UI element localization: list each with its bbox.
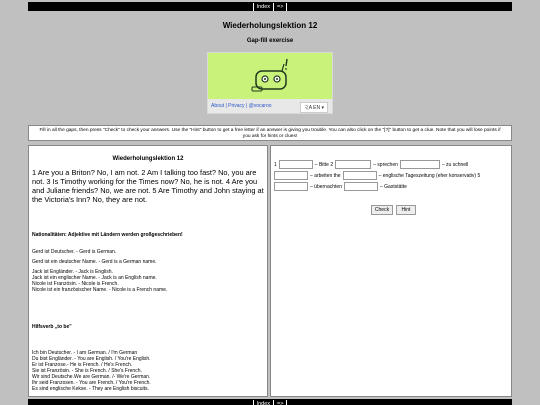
list-item: Jack ist ein englischer Name. - Jack is an English name. [32, 275, 157, 281]
gap-input-1[interactable] [279, 160, 313, 169]
bottom-nav-bar [28, 399, 512, 405]
robot-mascot-icon [208, 53, 332, 99]
section-lines [29, 350, 154, 392]
reading-panel [28, 145, 268, 397]
list-item: Gerd ist ein deutscher Name. - Gerd is a German name. [32, 259, 157, 265]
list-item: Nicole ist ein französischer Name. - Nicole is a French name. [32, 287, 168, 293]
list-item: Jack ist Engländer. - Jack is English. [32, 269, 113, 275]
section-lines [29, 249, 170, 293]
reading-text: 1 Are you a Briton? No, I am not. 2 Am I talking too fast? No, you are not. 3 Is Timothy working for the Times now? No, he is not. 4 Are you and Juliane friends? No, we are not. 5 Are Timothy and John staying at the Victoria's Inn? No, they are not. [32, 168, 264, 204]
gap-text: – Bitte 2 [314, 161, 334, 168]
gap-text: – sprechen [373, 161, 398, 168]
list-item: Er ist Franzose.- He is French. / He's French. [32, 362, 133, 368]
page-subtitle: Gap-fill exercise [246, 38, 294, 44]
hint-button[interactable]: Hint [396, 205, 416, 215]
next-link[interactable]: => [273, 3, 287, 11]
list-item: Du bist Engländer. - You are English. / You're English. [32, 356, 151, 362]
page-title: Wiederholungslektion 12 [222, 21, 318, 30]
check-button[interactable]: Check [371, 205, 393, 215]
index-link[interactable]: Index [253, 3, 273, 11]
list-item: Nicole ist Französin. - Nicole is French. [32, 281, 119, 287]
list-item: Ihr seid Franzosen. - You are French. / You're French. [32, 380, 151, 386]
gap-text: – englische Tageszeitung (eher konservativ) 5 [378, 172, 481, 179]
index-link[interactable]: Index [253, 400, 273, 405]
gap-text: – zu schnell [441, 161, 469, 168]
gap-input-6[interactable] [274, 182, 308, 191]
gap-text: – übernachten [310, 183, 342, 190]
gapfill-panel [270, 145, 512, 397]
gap-input-3[interactable] [400, 160, 440, 169]
gap-input-2[interactable] [335, 160, 371, 169]
list-item: Ich bin Deutscher. - I am German. / I'm German [32, 350, 138, 356]
top-nav-bar [28, 2, 512, 11]
gap-row [274, 160, 468, 169]
section-title: Hilfsverb „to be" [32, 324, 72, 330]
gap-input-4[interactable] [274, 171, 308, 180]
gap-input-7[interactable] [344, 182, 378, 191]
top-nav [253, 3, 288, 11]
gap-text: – Gaststätte [379, 183, 407, 190]
instructions-box: Fill in all the gaps, then press "Check" to check your answers. Use the "Hint" button to get a free letter if an answer is giving you trouble. You can also click on the "[?]" button to get a clue. Note that you will lose points if you ask for hints or clues! [28, 125, 512, 141]
gap-row [274, 182, 407, 191]
list-item: Wir sind Deutsche.We are German. /- We're German. [32, 374, 151, 380]
language-selector[interactable] [300, 102, 328, 113]
privacy-link[interactable]: Privacy [228, 103, 245, 109]
gap-row [274, 171, 480, 180]
language-label: EN [313, 105, 321, 111]
section-title: Nationalitäten: Adjektive mit Ländern werden großgeschrieben! [32, 232, 183, 238]
ad-banner[interactable] [207, 52, 333, 114]
bottom-nav [253, 400, 288, 405]
row-number: 1 [274, 161, 277, 168]
list-item: Gerd ist Deutscher. - Gerd is German. [32, 249, 117, 255]
translate-icon: 文A [303, 105, 312, 111]
chevron-down-icon: ▾ [321, 105, 324, 111]
gap-text: – arbeiten the [310, 172, 341, 179]
ad-footer-links: About | Privacy | @vocaroo [211, 103, 272, 109]
brand-link[interactable]: @vocaroo [248, 103, 272, 109]
list-item: Sie ist Französin. - She is French. / She's French. [32, 368, 142, 374]
list-item: Es sind englische Kekse. - They are English biscuits. [32, 386, 149, 392]
mascot-image [208, 53, 332, 99]
next-link[interactable]: => [273, 400, 287, 405]
gap-input-5[interactable] [343, 171, 377, 180]
about-link[interactable]: About [211, 103, 225, 109]
reading-heading: Wiederholungslektion 12 [112, 156, 184, 162]
